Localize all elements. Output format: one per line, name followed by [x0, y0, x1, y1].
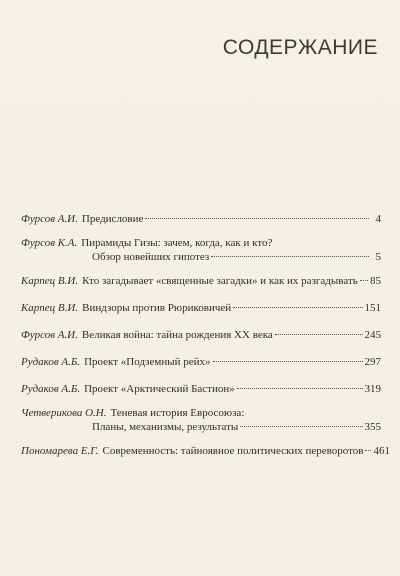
- toc-leader-dots: [233, 307, 362, 308]
- toc-title: Проект «Подземный рейх»: [84, 356, 211, 368]
- toc-line: [21, 382, 381, 396]
- toc-entry: [21, 301, 381, 315]
- toc-author: Фурсов А.И.: [21, 329, 78, 341]
- toc-leader-dots: [365, 450, 371, 451]
- toc-page-number: 355: [364, 421, 381, 433]
- toc-title-continued: Обзор новейших гипотез: [92, 251, 210, 263]
- toc-author: Рудаков А.Б.: [21, 356, 81, 368]
- toc-leader-dots: [213, 361, 363, 362]
- toc-entry: [21, 406, 381, 434]
- toc-title: Виндзоры против Рюриковичей: [82, 302, 232, 314]
- toc-author: Карпец В.И.: [21, 302, 79, 314]
- toc-leader-dots: [145, 218, 369, 219]
- page-title: СОДЕРЖАНИЕ: [222, 36, 378, 59]
- toc-line: [21, 236, 381, 250]
- toc-entry: [21, 444, 390, 458]
- toc-page-number: 151: [364, 302, 381, 314]
- toc-title-continued: Планы, механизмы, результаты: [92, 421, 239, 433]
- toc-leader-dots: [237, 388, 363, 389]
- toc-page-number: 319: [364, 383, 381, 395]
- toc-page-number: 245: [364, 329, 381, 341]
- toc-line-continued: [21, 420, 381, 434]
- toc-title: Кто загадывает «священные загадки» и как их разгадывать: [82, 275, 358, 287]
- toc-entry: [21, 382, 381, 396]
- toc-line: [21, 328, 381, 342]
- toc-leader-dots: [275, 334, 363, 335]
- toc-line: [21, 406, 381, 420]
- toc-author: Фурсов К.А.: [21, 237, 78, 249]
- toc-page-number: 461: [373, 445, 390, 457]
- toc-author: Рудаков А.Б.: [21, 383, 81, 395]
- toc-title: Пирамиды Гизы: зачем, когда, как и кто?: [81, 237, 273, 249]
- toc-page-number: 4: [375, 213, 381, 225]
- toc-page-number: 85: [370, 275, 381, 287]
- toc-entry: [21, 212, 381, 226]
- toc-page-number: 297: [364, 356, 381, 368]
- toc-entry: [21, 328, 381, 342]
- toc-leader-dots: [240, 426, 362, 427]
- toc-title: Предисловие: [81, 213, 144, 225]
- toc-line: [21, 355, 381, 369]
- table-of-contents: [21, 212, 390, 468]
- toc-line: [21, 444, 390, 458]
- toc-title: Проект «Арктический Бастион»: [84, 383, 235, 395]
- toc-page-number: 5: [375, 251, 381, 263]
- toc-author: Пономарева Е.Г.: [21, 445, 99, 457]
- toc-title: Теневая история Евросоюза:: [110, 407, 245, 419]
- toc-line: [21, 212, 381, 226]
- toc-entry: [21, 236, 381, 264]
- toc-author: Фурсов А.И.: [21, 213, 78, 225]
- toc-leader-dots: [211, 256, 369, 257]
- toc-title: Современность: тайноявное политических переворотов: [102, 445, 364, 457]
- toc-line: [21, 274, 381, 288]
- toc-leader-dots: [360, 280, 368, 281]
- toc-entry: [21, 355, 381, 369]
- toc-line: [21, 301, 381, 315]
- toc-entry: [21, 274, 381, 288]
- toc-author: Карпец В.И.: [21, 275, 79, 287]
- toc-title: Великая война: тайна рождения XX века: [81, 329, 273, 341]
- toc-line-continued: [21, 250, 381, 264]
- toc-author: Четверикова О.Н.: [21, 407, 107, 419]
